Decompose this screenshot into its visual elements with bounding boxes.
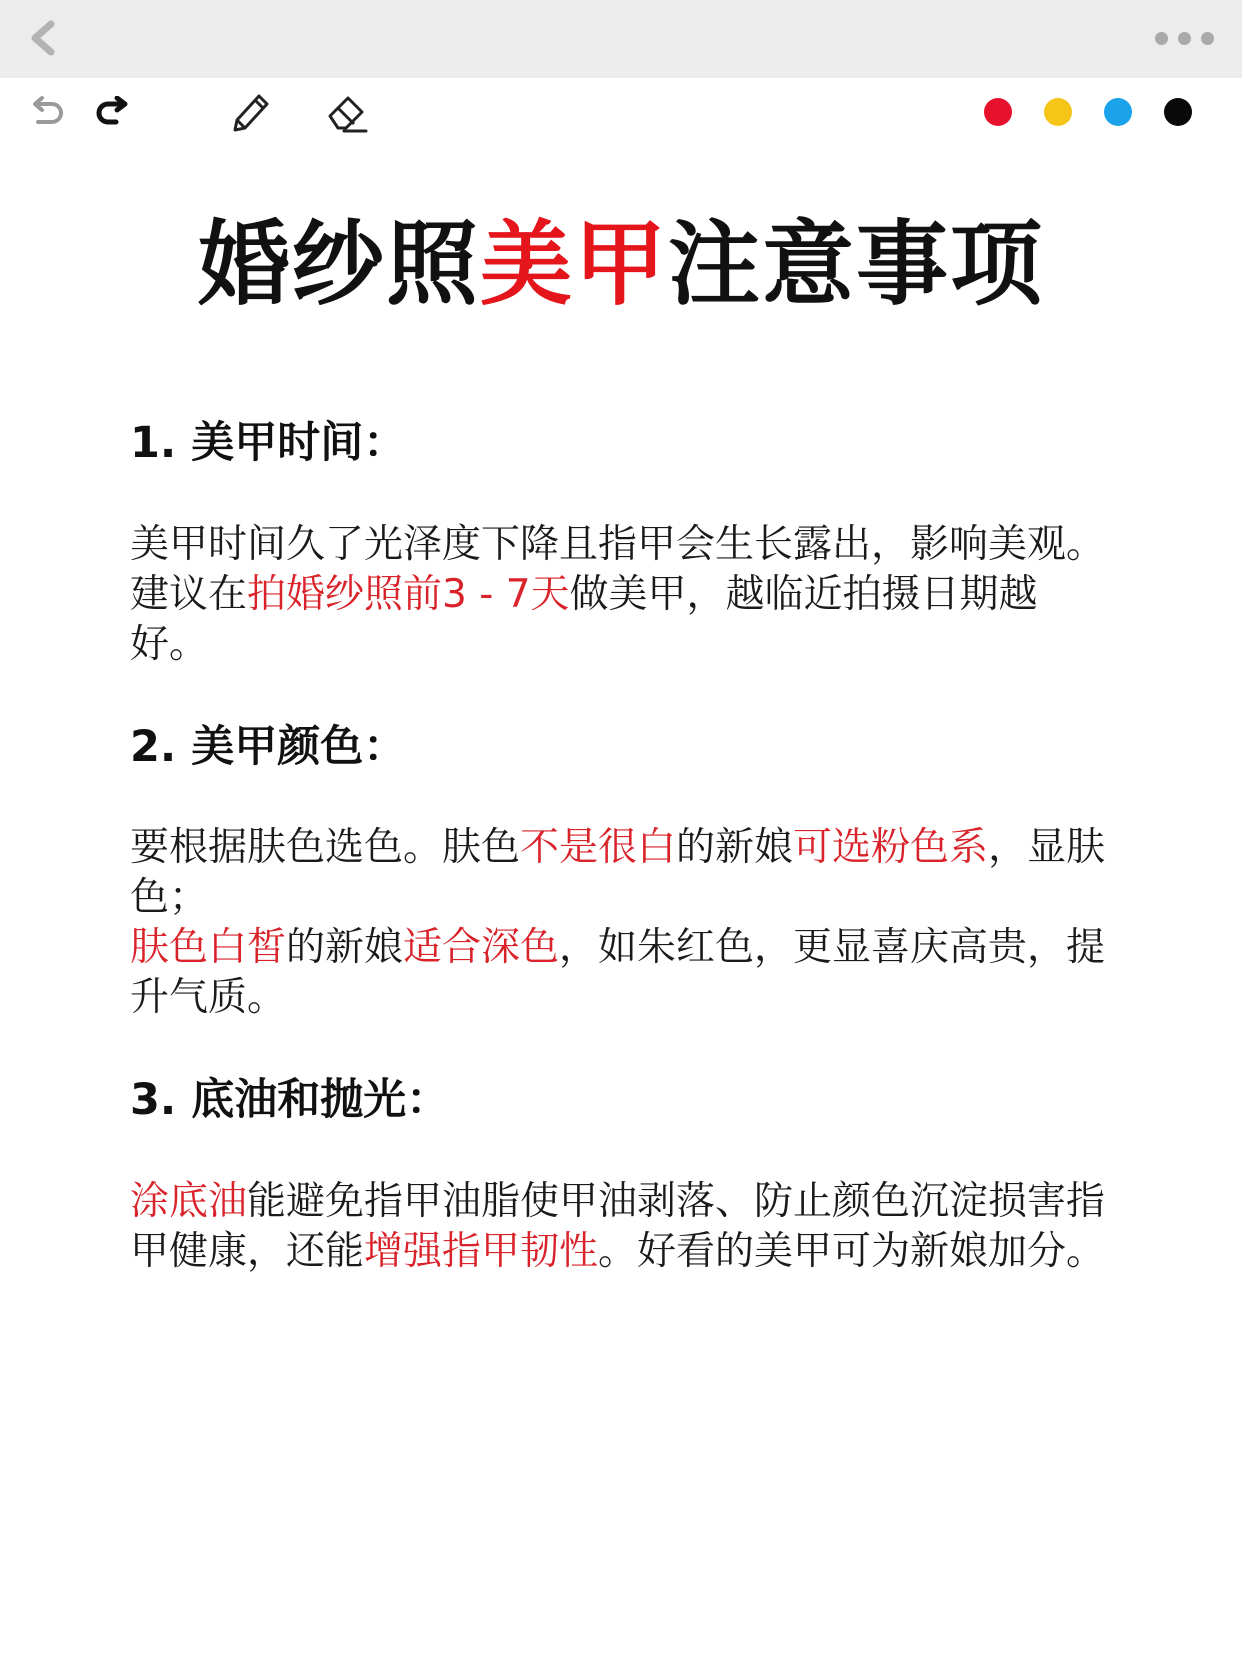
text: 美甲时间久了光泽度下降且指甲会生长露出，影响美观。 xyxy=(130,521,1106,567)
title-part: 婚纱照 xyxy=(197,211,480,318)
title-highlight: 美甲 xyxy=(479,211,668,318)
section-heading: 3. 底油和抛光： xyxy=(130,1075,450,1126)
section-base-coat-polish xyxy=(130,1075,1110,1277)
section-paragraph xyxy=(130,520,1110,670)
pencil-icon xyxy=(227,90,271,136)
more-dot-icon xyxy=(1178,32,1191,45)
highlight-text: 涂底油 xyxy=(130,1178,248,1224)
section-nail-color xyxy=(130,722,1110,1024)
text: 。好看的美甲可为新娘加分。 xyxy=(598,1228,1106,1274)
top-bar xyxy=(0,0,1242,78)
more-options-button[interactable] xyxy=(1155,32,1214,45)
more-dot-icon xyxy=(1155,32,1168,45)
color-black-swatch[interactable] xyxy=(1164,98,1192,126)
text: ，显肤色； xyxy=(130,825,1106,921)
highlight-text: 拍婚纱照前3 - 7天 xyxy=(247,571,570,617)
text: ，如朱红色，更显喜庆高贵，提升气质。 xyxy=(130,925,1106,1021)
title-part: 注意事项 xyxy=(668,211,1045,318)
color-blue-swatch[interactable] xyxy=(1104,98,1132,126)
highlight-text: 增强指甲韧性 xyxy=(364,1228,599,1274)
undo-button[interactable] xyxy=(22,88,72,138)
text: 要根据肤色选色。肤色 xyxy=(130,825,521,871)
section-heading: 2. 美甲颜色： xyxy=(130,721,407,772)
section-heading: 1. 美甲时间： xyxy=(130,418,407,468)
pencil-tool-button[interactable] xyxy=(224,88,274,138)
highlight-text: 不是很白 xyxy=(520,825,677,871)
text: 的新娘 xyxy=(286,925,404,971)
highlight-text: 肤色白皙 xyxy=(130,925,287,971)
text: 能避免指甲油脂使甲油剥落、防止颜色沉淀损害指甲健康，还能 xyxy=(130,1178,1106,1274)
page-title xyxy=(0,210,1242,320)
chevron-left-icon xyxy=(27,20,57,56)
back-button[interactable] xyxy=(22,18,62,58)
eraser-tool-button[interactable] xyxy=(322,88,372,138)
drawing-toolbar xyxy=(0,78,1242,158)
text: 的新娘 xyxy=(676,825,794,871)
undo-icon xyxy=(28,96,66,130)
section-nail-timing xyxy=(130,418,1110,670)
redo-button[interactable] xyxy=(88,88,138,138)
more-dot-icon xyxy=(1201,32,1214,45)
section-paragraph xyxy=(130,1177,1110,1277)
color-yellow-swatch[interactable] xyxy=(1044,98,1072,126)
highlight-text: 可选粉色系 xyxy=(793,825,989,871)
redo-icon xyxy=(94,96,132,130)
color-red-swatch[interactable] xyxy=(984,98,1012,126)
note-content xyxy=(130,418,1110,1277)
text: 做美甲，越临近拍摄日期越好。 xyxy=(130,571,1038,667)
section-paragraph xyxy=(130,823,1110,1023)
highlight-text: 适合深色 xyxy=(403,925,560,971)
eraser-icon xyxy=(324,90,370,136)
text: 建议在 xyxy=(130,571,248,617)
